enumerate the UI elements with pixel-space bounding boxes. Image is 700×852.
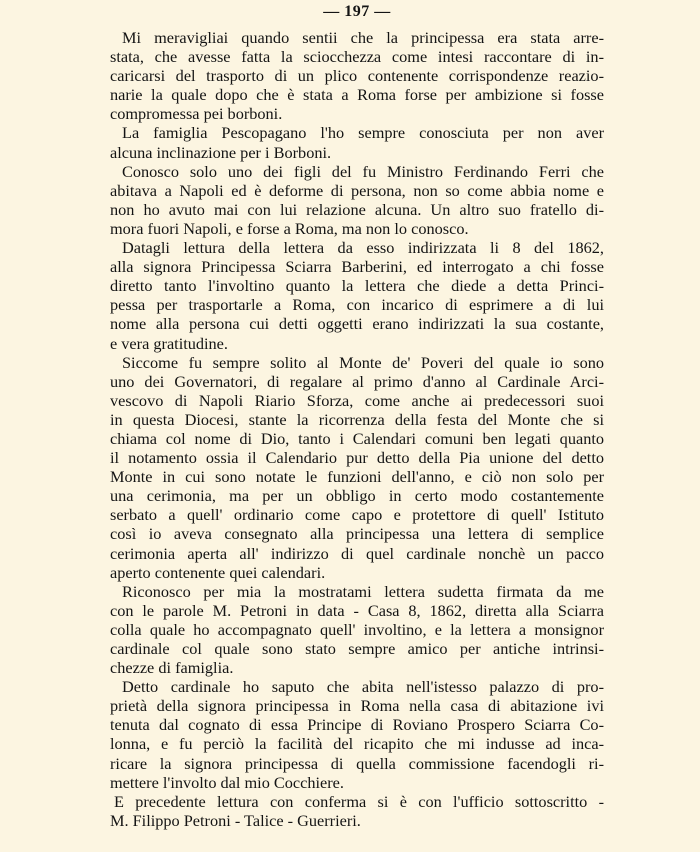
text-line: in questa Diocesi, stante la ricorrenza della festa del Monte che si <box>110 409 604 429</box>
text-line: Mi meravigliai quando sentii che la principessa era stata arre- <box>122 28 604 47</box>
text-line: Riconosco per mia la mostratami lettera sudetta firmata da me <box>122 581 604 601</box>
text-line: con le parole M. Petroni in data - Casa 8, 1862, diretta alla Sciarra <box>110 600 604 620</box>
paragraph <box>110 792 604 830</box>
text-line: e vera gratitudine. <box>110 333 228 353</box>
text-line: ricare la signora principessa di quella commissione facendogli ri- <box>110 753 604 773</box>
text-line: Datagli lettura della lettera da esso indirizzata li 8 del 1862, <box>122 238 604 258</box>
text-line: Monte in cui sono notate le funzioni dell'anno, e ciò non solo per <box>110 467 604 487</box>
text-line: tenuta dal cognato di essa Principe di Roviano Prospero Sciarra Co- <box>110 715 604 735</box>
paragraph <box>110 123 604 161</box>
text-line: nome alla persona cui detti oggetti erano indirizzati la sua costante, <box>110 314 604 334</box>
text-line: stata, che avesse fatta la sciocchezza come intesi raccontare di in- <box>110 47 604 67</box>
text-line: così io aveva consegnato alla principessa una lettera di semplice <box>110 524 604 544</box>
text-line: una cerimonia, ma per un obbligo in certo modo costantemente <box>110 486 604 506</box>
text-line: M. Filippo Petroni - Talice - Guerrieri. <box>110 810 361 830</box>
text-line: alcuna inclinazione per i Borboni. <box>110 142 332 162</box>
paragraph <box>110 582 604 677</box>
text-line: Siccome fu sempre solito al Monte de' Poveri del quale io sono <box>122 352 604 372</box>
text-line: compromessa pei borboni. <box>110 104 283 124</box>
text-line: E precedente lettura con conferma si è con l'ufficio sottoscritto - <box>114 791 604 811</box>
text-line: cerimonia aperta all' indirizzo di quel cardinale nonchè un pacco <box>110 543 604 563</box>
text-line: aperto contenente quei calendari. <box>110 562 326 582</box>
text-line: cardinale col quale sono stato sempre amico per antiche intrinsi- <box>110 639 604 658</box>
text-line: uno dei Governatori, di regalare al primo d'anno al Cardinale Arci- <box>110 371 604 391</box>
text-line: vescovo di Napoli Riario Sforza, come anche ai predecessori suoi <box>110 390 604 410</box>
text-line: non ho avuto mai con lui relazione alcuna. Un altro suo fratello di- <box>110 199 604 219</box>
text-line: mora fuori Napoli, e forse a Roma, ma non lo conosco. <box>110 218 469 238</box>
paragraph <box>110 353 604 582</box>
paragraph <box>110 677 604 792</box>
page-number: — 197 — <box>323 3 391 20</box>
text-line: prietà della signora principessa in Roma nella casa di abitazione ivi <box>110 696 604 716</box>
text-line: chiama col nome di Dio, tanto i Calendari comuni ben legati quanto <box>110 428 604 448</box>
paragraph <box>110 238 604 353</box>
text-line: caricarsi del trasporto di un plico contenente corrispondenze reazio- <box>110 66 604 86</box>
text-line: abitava a Napoli ed è deforme di persona, non so come abbia nome e <box>110 180 604 200</box>
text-line: lonna, e fu perciò la facilità del ricapito che mi indusse ad inca- <box>110 734 604 754</box>
text-line: mettere l'involto dal mio Cocchiere. <box>110 772 344 792</box>
text-line: colla quale ho accompagnato quell' involtino, e la lettera a monsignor <box>110 619 604 639</box>
text-line: Detto cardinale ho saputo che abita nell'istesso palazzo di pro- <box>122 677 604 697</box>
text-line: chezze di famiglia. <box>110 658 234 678</box>
text-line: il notamento ossia il Calendario pur detto della Pia unione del detto <box>110 448 604 468</box>
paragraph <box>110 28 604 123</box>
text-line: La famiglia Pescopagano l'ho sempre conosciuta per non aver <box>122 123 604 143</box>
text-line: narie la quale dopo che è stata a Roma forse per ambizione si fosse <box>110 85 604 105</box>
text-line: diretto tanto l'involtino quanto la lettera che diede a detta Princi- <box>110 276 604 296</box>
text-line: serbato a quell' ordinario come capo e protettore di quell' Istituto <box>110 505 604 525</box>
paragraph <box>110 162 604 238</box>
body-text <box>110 28 604 830</box>
text-line: Conosco solo uno dei figli del fu Ministro Ferdinando Ferri che <box>122 161 604 181</box>
text-line: pessa per trasportarle a Roma, con incarico di esprimere a di lui <box>110 295 604 315</box>
text-line: alla signora Principessa Sciarra Barberini, ed interrogato a chi fosse <box>110 257 604 277</box>
